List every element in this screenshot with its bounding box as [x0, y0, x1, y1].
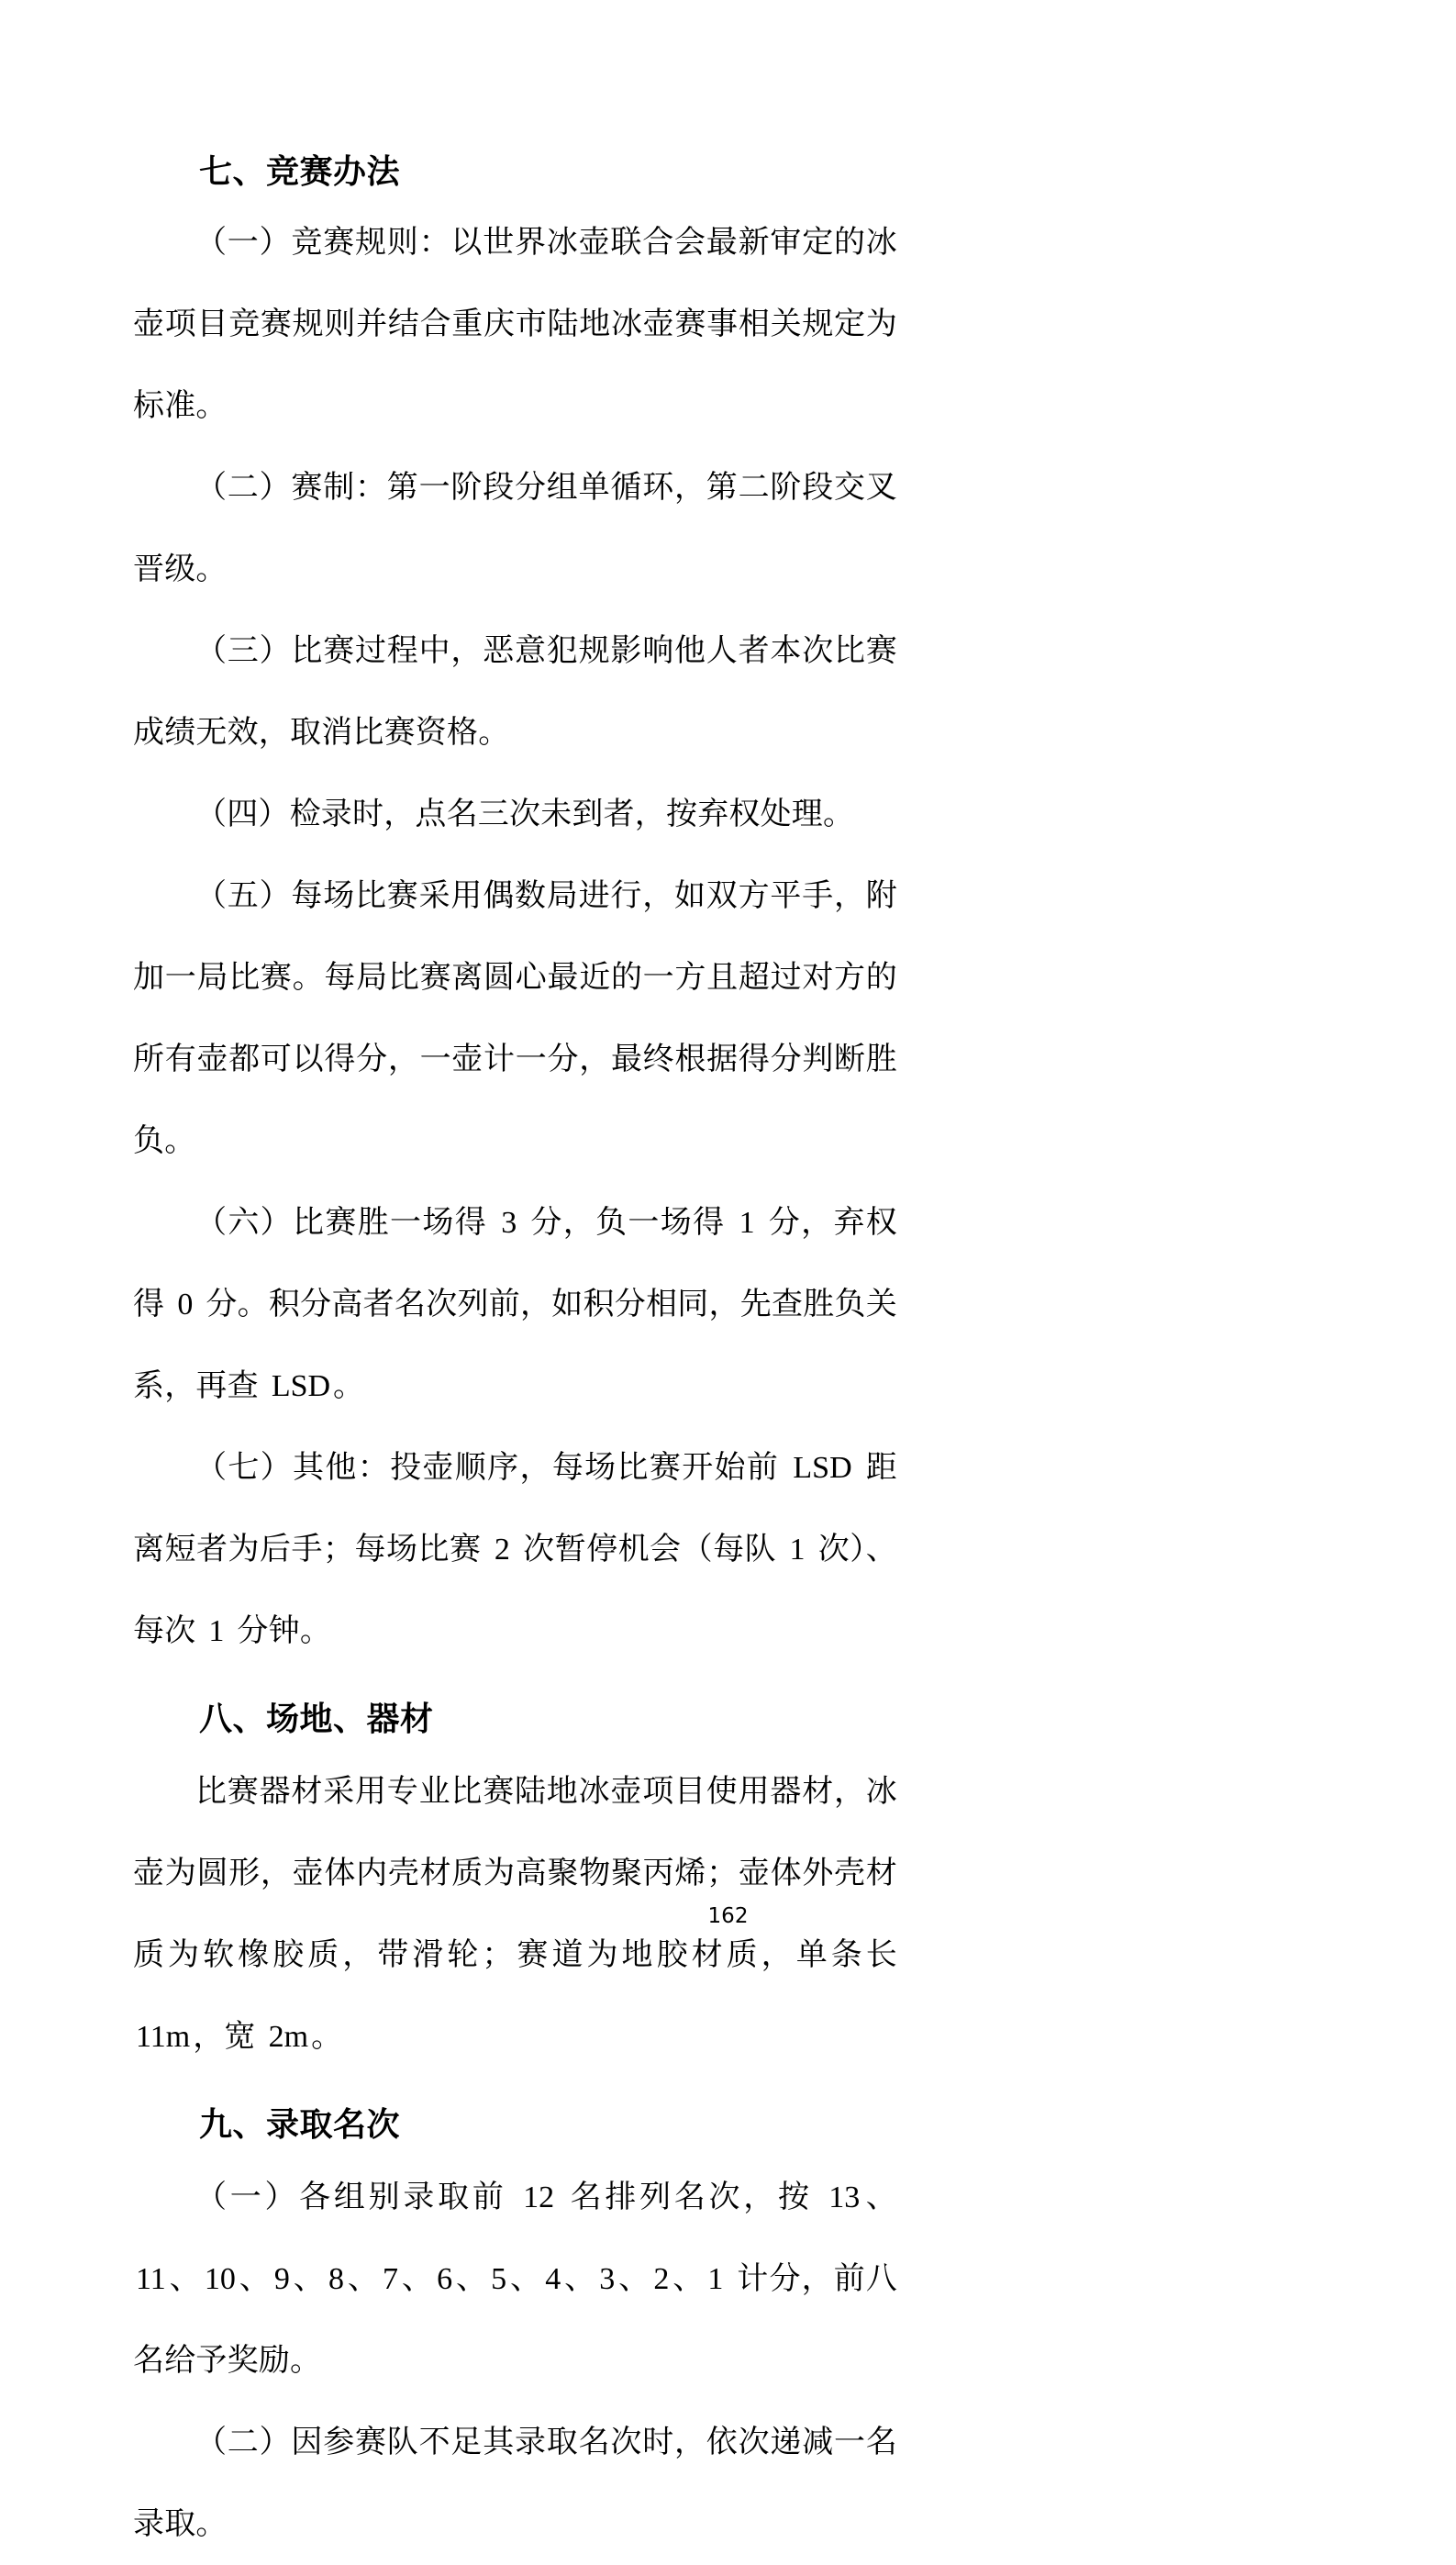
paragraph-9-1: （一）各组别录取前 12 名排列名次，按 13、11、10、9、8、7、6、5、4、3、2、1 计分，前八名给予奖励。	[133, 2179, 898, 2379]
paragraph-7-5: （五）每场比赛采用偶数局进行，如双方平手，附加一局比赛。每局比赛离圆心最近的一方且超过对方的所有壶都可以得分，一壶计一分，最终根据得分判断胜负。	[133, 877, 897, 1159]
paragraph-9-2: （二）因参赛队不足其录取名次时，依次递减一名录取。	[133, 2424, 897, 2542]
document-body	[133, 139, 897, 2565]
page-number: 162	[707, 1904, 749, 1928]
section-heading-9: 九、录取名次	[199, 2106, 401, 2144]
section-heading-7: 七、竞赛办法	[199, 153, 401, 191]
paragraph-7-1: （一）竞赛规则：以世界冰壶联合会最新审定的冰壶项目竞赛规则并结合重庆市陆地冰壶赛事相关规定为标准。	[133, 224, 897, 424]
paragraph-8-1: 比赛器材采用专业比赛陆地冰壶项目使用器材，冰壶为圆形，壶体内壳材质为高聚物聚丙烯；壶体外壳材质为软橡胶质，带滑轮；赛道为地胶材质，单条长 11m，宽 2m。	[133, 1773, 897, 2055]
paragraph-7-3: （三）比赛过程中，恶意犯规影响他人者本次比赛成绩无效，取消比赛资格。	[133, 632, 897, 751]
paragraph-7-6: （六）比赛胜一场得 3 分，负一场得 1 分，弃权得 0 分。积分高者名次列前，如积分相同，先查胜负关系，再查 LSD。	[133, 1204, 898, 1404]
paragraph-7-7: （七）其他：投壶顺序，每场比赛开始前 LSD 距离短者为后手；每场比赛 2 次暂停机会（每队 1 次）、每次 1 分钟。	[133, 1449, 897, 1649]
paragraph-7-2: （二）赛制：第一阶段分组单循环，第二阶段交叉晋级。	[133, 469, 897, 587]
section-heading-8: 八、场地、器材	[199, 1701, 434, 1738]
paragraph-7-4: （四）检录时，点名三次未到者，按弃权处理。	[195, 796, 855, 832]
